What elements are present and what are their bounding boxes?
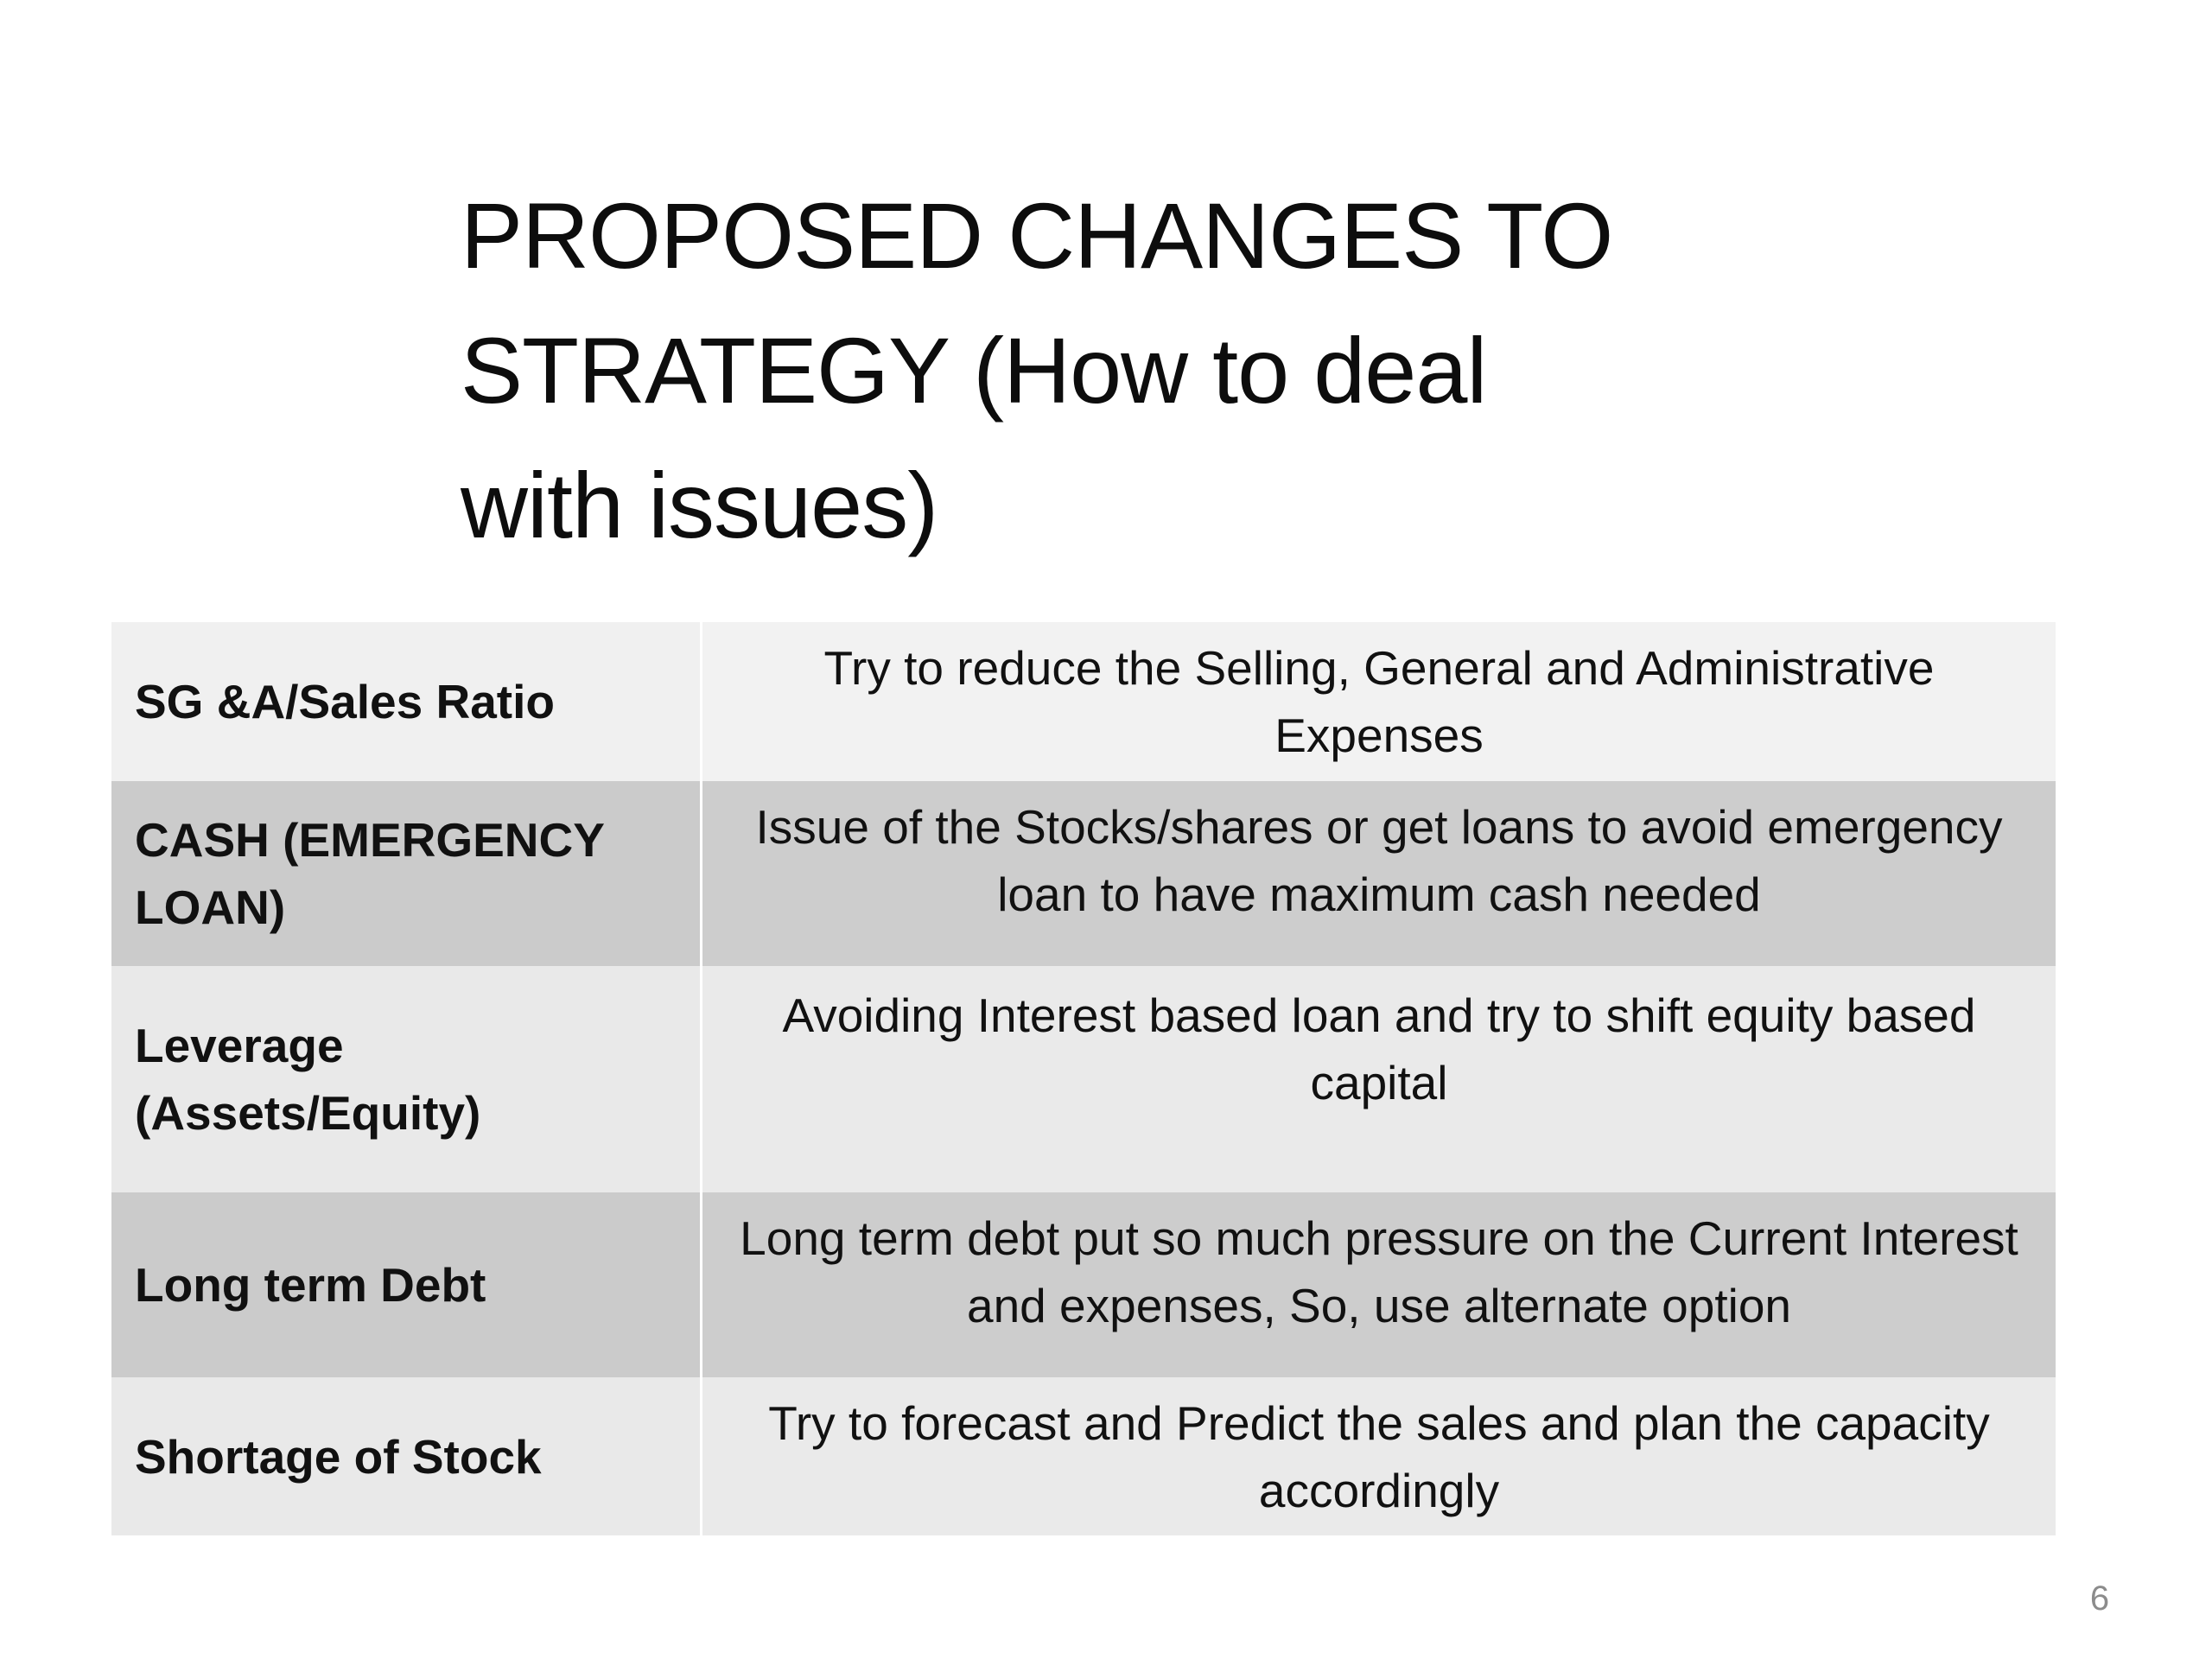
slide-title: PROPOSED CHANGES TO STRATEGY (How to deal with issues) (461, 183, 1613, 557)
table-row (111, 1377, 2056, 1535)
row-label-cell: Shortage of Stock (111, 1377, 702, 1535)
row-label-cell: Leverage (Assets/Equity) (111, 966, 702, 1192)
row-description-cell: Try to reduce the Selling, General and Administrative Expenses (702, 622, 2056, 781)
row-description-cell: Long term debt put so much pressure on the Current Interest and expenses, So, use alternate option (702, 1192, 2056, 1377)
row-description-cell: Issue of the Stocks/shares or get loans to avoid emergency loan to have maximum cash needed (702, 781, 2056, 966)
table-row (111, 781, 2056, 966)
table-row (111, 622, 2056, 781)
row-label-cell: SG &A/Sales Ratio (111, 622, 702, 781)
row-description-cell: Try to forecast and Predict the sales and plan the capacity accordingly (702, 1377, 2056, 1535)
row-description-cell: Avoiding Interest based loan and try to shift equity based capital (702, 966, 2056, 1192)
row-label-cell: CASH (EMERGENCY LOAN) (111, 781, 702, 966)
row-label-cell: Long term Debt (111, 1192, 702, 1377)
table-row (111, 1192, 2056, 1377)
table-row (111, 966, 2056, 1192)
strategy-table (111, 622, 2056, 1535)
page-number: 6 (2089, 1580, 2110, 1618)
